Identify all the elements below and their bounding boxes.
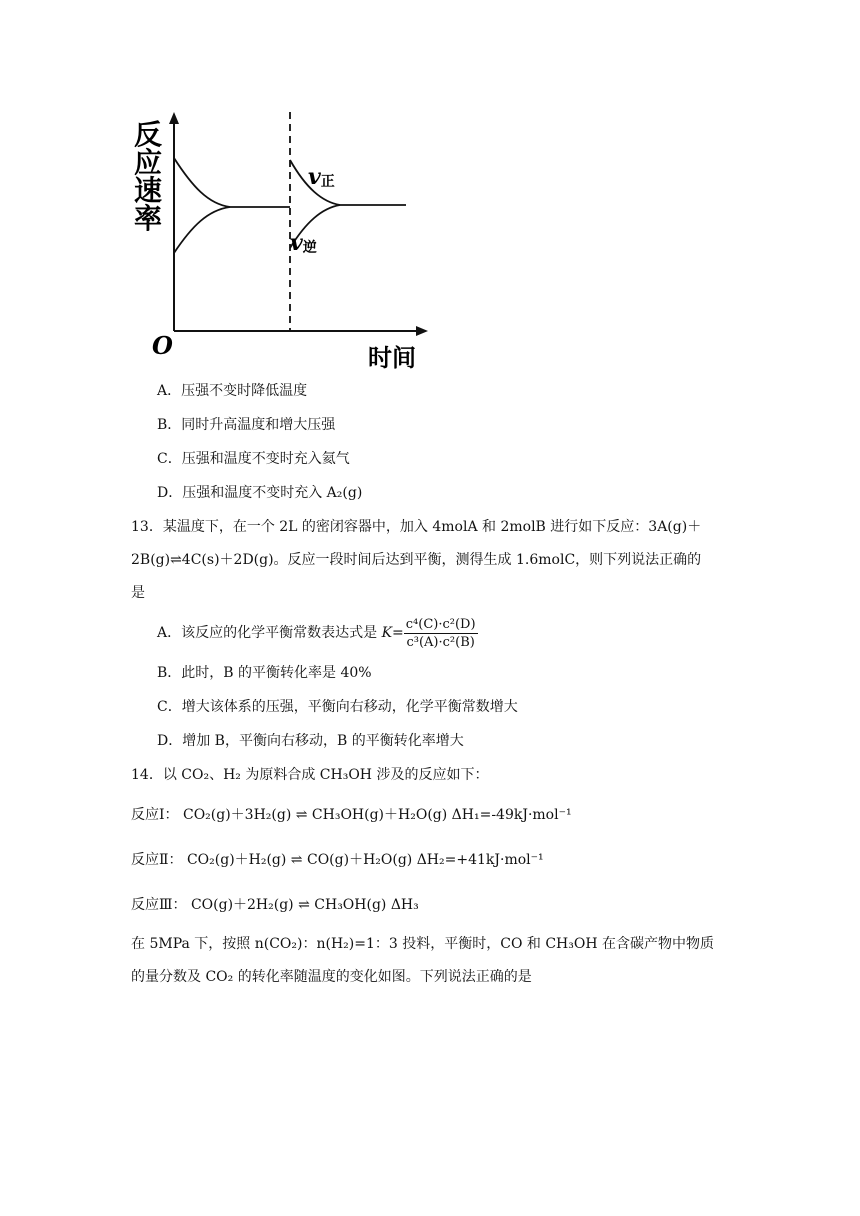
y-axis-arrow-icon <box>169 112 179 124</box>
rate-time-figure <box>130 108 440 376</box>
y-label-char: 反 <box>134 118 163 151</box>
q13-stem-line1: 13．某温度下，在一个 2L 的密闭容器中，加入 4molA 和 2molB 进行如下反应：3A(g)＋ <box>131 519 702 535</box>
fraction-denominator: c³(A)·c²(B) <box>406 634 475 650</box>
q14-paragraph-line1: 在 5MPa 下，按照 n(CO₂)：n(H₂)=1：3 投料，平衡时，CO 和 CH₃OH 在含碳产物中物质 <box>131 936 714 952</box>
y-label-char: 率 <box>134 202 163 235</box>
q13-stem-line3: 是 <box>131 585 145 601</box>
q12-option-d: D．压强和温度不变时充入 A₂(g) <box>157 485 363 501</box>
q14-reaction-3: 反应Ⅲ： CO(g)＋2H₂(g) ⇌ CH₃OH(g) ΔH₃ <box>131 897 419 913</box>
fraction-numerator: c⁴(C)·c²(D) <box>405 616 476 632</box>
v-forward-label: v正 <box>308 164 335 190</box>
q13-stem-line2: 2B(g)⇌4C(s)＋2D(g)。反应一段时间后达到平衡，测得生成 1.6molC，则下列说法正确的 <box>131 552 702 568</box>
q14-reaction-2: 反应Ⅱ： CO₂(g)＋H₂(g) ⇌ CO(g)＋H₂O(g) ΔH₂=+41kJ·mol⁻¹ <box>131 852 544 868</box>
q13-option-c: C．增大该体系的压强，平衡向右移动，化学平衡常数增大 <box>157 699 518 715</box>
q14-intro: 14．以 CO₂、H₂ 为原料合成 CH₃OH 涉及的反应如下： <box>131 767 489 783</box>
reverse-rate-curve-1 <box>174 207 230 253</box>
equilibrium-constant-symbol: K= <box>381 625 404 641</box>
y-label-char: 应 <box>134 146 163 179</box>
q13-option-d: D．增加 B，平衡向右移动，B 的平衡转化率增大 <box>157 733 464 749</box>
q14-paragraph-line2: 的量分数及 CO₂ 的转化率随温度的变化如图。下列说法正确的是 <box>131 969 532 985</box>
origin-label: O <box>152 331 173 360</box>
q14-reaction-1: 反应Ⅰ： CO₂(g)＋3H₂(g) ⇌ CH₃OH(g)＋H₂O(g) ΔH₁=-49kJ·mol⁻¹ <box>131 807 572 823</box>
equilibrium-constant-fraction <box>404 617 478 650</box>
forward-rate-curve-1 <box>174 158 230 207</box>
v-reverse-label: v逆 <box>290 230 317 256</box>
q13-option-b: B．此时，B 的平衡转化率是 40% <box>157 665 372 681</box>
x-axis-label: 时间 <box>368 344 416 372</box>
rate-time-graph <box>130 108 440 376</box>
q12-option-c: C．压强和温度不变时充入氦气 <box>157 451 350 467</box>
q12-option-b: B．同时升高温度和增大压强 <box>157 417 336 433</box>
y-label-char: 速 <box>134 174 163 207</box>
q13-option-a-text: A．该反应的化学平衡常数表达式是 <box>157 625 378 641</box>
q12-option-a: A．压强不变时降低温度 <box>157 383 308 399</box>
q13-option-a <box>157 614 478 652</box>
x-axis-arrow-icon <box>416 326 428 336</box>
